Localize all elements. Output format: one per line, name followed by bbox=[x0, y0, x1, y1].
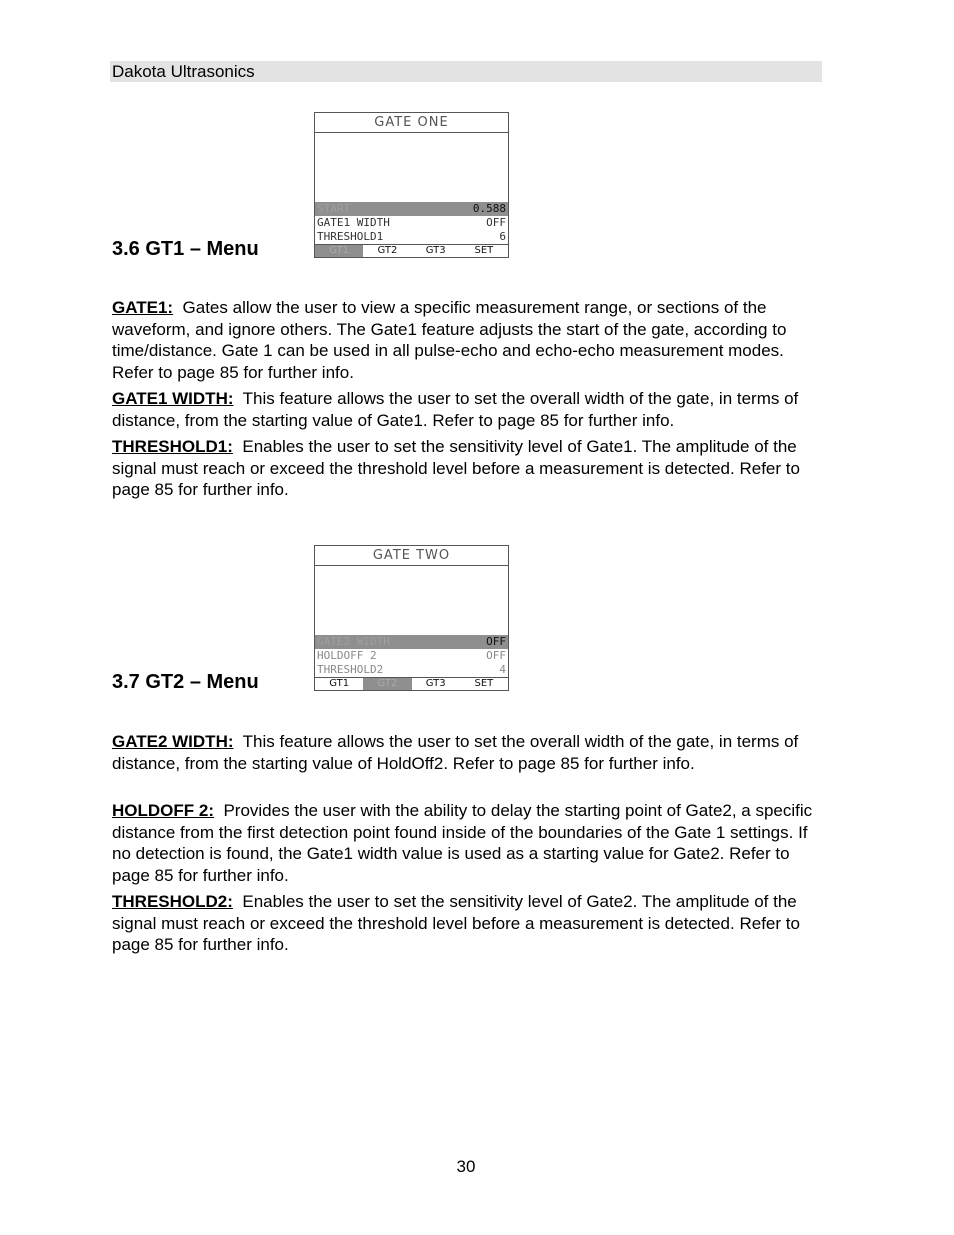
menu-row-value: 4 bbox=[499, 663, 506, 676]
term-label: THRESHOLD2: bbox=[112, 892, 233, 911]
screen-title: GATE ONE bbox=[315, 113, 508, 133]
menu-row-gate2-width bbox=[315, 635, 508, 649]
menu-row-value: OFF bbox=[486, 216, 506, 229]
screen-tab-bar bbox=[315, 677, 508, 690]
term-description: This feature allows the user to set the overall width of the gate, in terms of distance, from the starting value of Gate1. Refer to page 85 for further info. bbox=[112, 389, 799, 430]
section-title-gt2: 3.7 GT2 – Menu bbox=[112, 671, 259, 693]
term-description: Enables the user to set the sensitivity level of Gate2. The amplitude of the signal must reach or exceed the threshold level before a measurement is detected. Refer to page 85 for further info. bbox=[112, 892, 800, 954]
term-description: Enables the user to set the sensitivity level of Gate1. The amplitude of the signal must reach or exceed the threshold level before a measurement is detected. Refer to page 85 for further info. bbox=[112, 437, 800, 499]
screen-tab-bar bbox=[315, 244, 508, 257]
paragraph-gate2-width bbox=[112, 731, 824, 774]
menu-row-label: START bbox=[317, 202, 351, 215]
menu-row-start bbox=[315, 202, 508, 216]
gate-two-screen bbox=[314, 545, 509, 691]
term-label: HOLDOFF 2: bbox=[112, 801, 214, 820]
menu-row-label: THRESHOLD1 bbox=[317, 230, 384, 243]
term-description: This feature allows the user to set the overall width of the gate, in terms of distance, from the starting value of HoldOff2. Refer to page 85 for further info. bbox=[112, 732, 799, 773]
paragraph-holdoff2 bbox=[112, 800, 824, 886]
menu-row-value: OFF bbox=[486, 649, 506, 662]
menu-row-label: GATE1 WIDTH bbox=[317, 216, 390, 229]
header-title: Dakota Ultrasonics bbox=[112, 62, 255, 81]
term-label: GATE2 WIDTH: bbox=[112, 732, 234, 751]
term-description: Provides the user with the ability to delay the starting point of Gate2, a specific distance from the first detection point found inside of the boundaries of the Gate 1 settings. If no detection is found, the Gate1 width value is used as a starting value for Gate2. Refer to page 85 for further info. bbox=[112, 801, 813, 885]
paragraph-gate1 bbox=[112, 297, 824, 383]
screen-menu-rows bbox=[315, 635, 508, 677]
term-description: Gates allow the user to view a specific measurement range, or sections of the waveform, and ignore others. The Gate1 feature adjusts the start of the gate, according to time/distance. Gate 1 can be used in all pulse-echo and echo-echo measurement modes. Refer to page 85 for further info. bbox=[112, 298, 787, 382]
tab-set: SET bbox=[474, 678, 494, 689]
term-label: THRESHOLD1: bbox=[112, 437, 233, 456]
tab-gt3: GT3 bbox=[425, 245, 446, 256]
menu-row-value: 0.588 bbox=[472, 202, 506, 215]
gate-one-screen bbox=[314, 112, 509, 258]
paragraph-gate1-width bbox=[112, 388, 824, 431]
term-label: GATE1 WIDTH: bbox=[112, 389, 234, 408]
tab-set: SET bbox=[474, 245, 494, 256]
screen-title: GATE TWO bbox=[315, 546, 508, 566]
menu-row-label: THRESHOLD2 bbox=[317, 663, 384, 676]
menu-row-threshold2 bbox=[315, 663, 508, 677]
menu-row-gate1-width bbox=[315, 216, 508, 230]
page-number: 30 bbox=[456, 1157, 476, 1176]
tab-gt2: GT2 bbox=[363, 678, 411, 690]
tab-gt1: GT1 bbox=[315, 245, 363, 257]
menu-row-holdoff2 bbox=[315, 649, 508, 663]
term-label: GATE1: bbox=[112, 298, 174, 317]
paragraph-threshold1 bbox=[112, 436, 824, 501]
page-header bbox=[110, 61, 822, 82]
paragraph-threshold2 bbox=[112, 891, 824, 956]
menu-row-label: GATE2 WIDTH bbox=[317, 635, 390, 648]
tab-gt1: GT1 bbox=[329, 678, 350, 689]
menu-row-threshold1 bbox=[315, 230, 508, 244]
tab-gt2: GT2 bbox=[377, 245, 398, 256]
tab-gt3: GT3 bbox=[425, 678, 446, 689]
section-title-gt1: 3.6 GT1 – Menu bbox=[112, 238, 259, 260]
menu-row-value: OFF bbox=[486, 635, 506, 648]
menu-row-value: 6 bbox=[499, 230, 506, 243]
screen-menu-rows bbox=[315, 202, 508, 244]
menu-row-label: HOLDOFF 2 bbox=[317, 649, 377, 662]
